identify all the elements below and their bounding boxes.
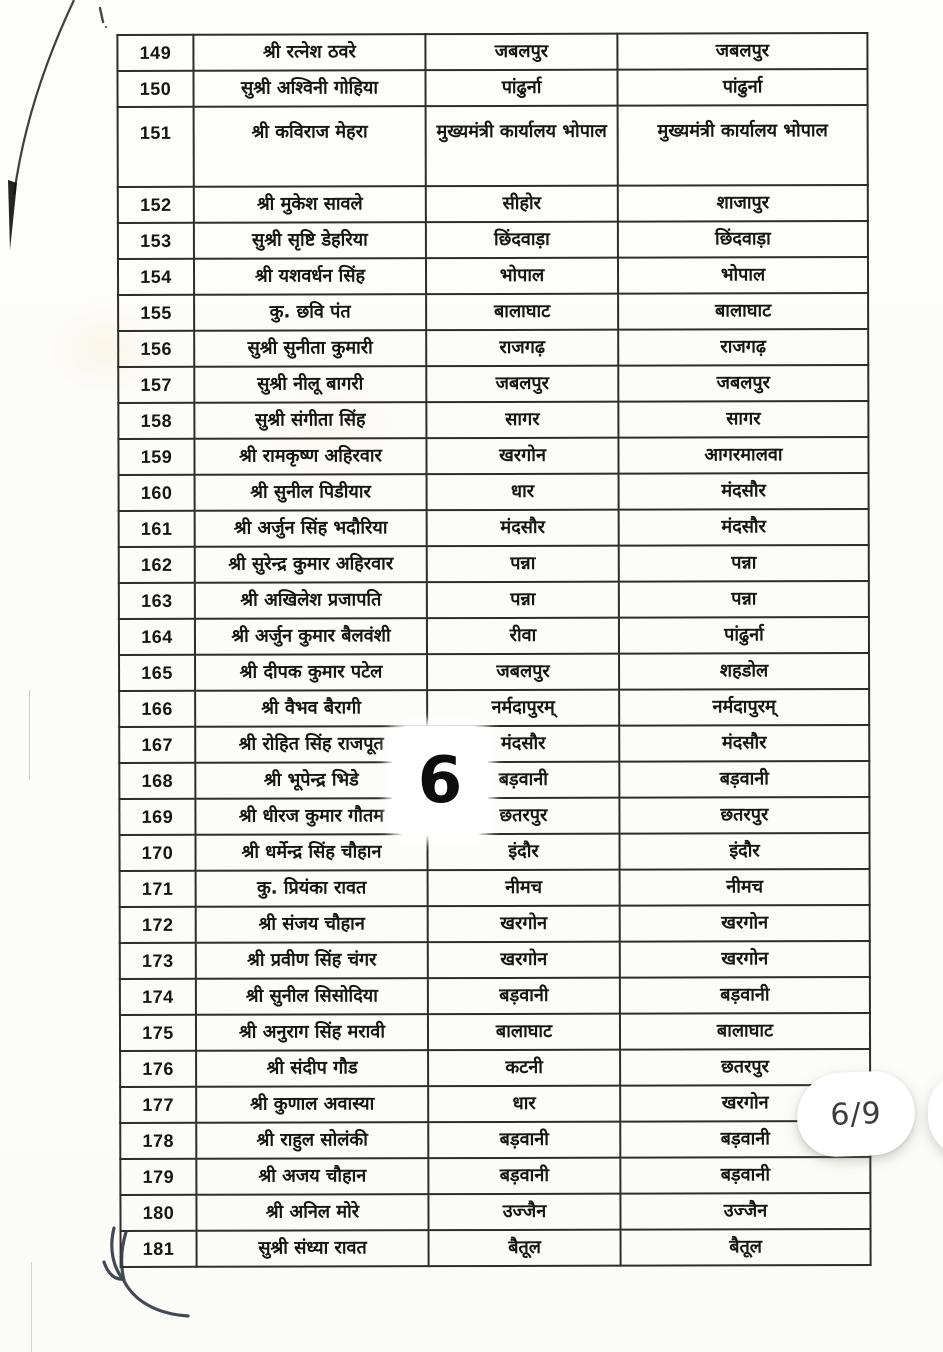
name-cell: सुश्री सृष्टि डेहरिया bbox=[194, 222, 426, 259]
district-cell-a: जबलपुर bbox=[426, 366, 618, 403]
district-cell-b: मुख्यमंत्री कार्यालय भोपाल bbox=[618, 105, 868, 186]
serial-number-cell: 168 bbox=[119, 763, 195, 799]
table-row bbox=[119, 725, 869, 763]
serial-number-cell: 169 bbox=[119, 799, 195, 835]
table-row bbox=[120, 1157, 870, 1195]
table-row bbox=[119, 617, 869, 655]
table-row bbox=[119, 797, 869, 835]
table-row bbox=[119, 689, 869, 727]
district-cell-a: बड़वानी bbox=[427, 762, 619, 799]
district-cell-b: बड़वानी bbox=[619, 761, 869, 798]
district-cell-a: पन्ना bbox=[427, 546, 619, 583]
serial-number-cell: 155 bbox=[118, 295, 194, 331]
district-cell-b: उज्जैन bbox=[620, 1193, 870, 1230]
big-page-number: 6 bbox=[417, 744, 463, 818]
name-cell: श्री यशवर्धन सिंह bbox=[194, 258, 426, 295]
district-cell-b: खरगोन bbox=[620, 941, 870, 978]
name-cell: सुश्री संगीता सिंह bbox=[194, 402, 426, 439]
district-cell-a: कटनी bbox=[428, 1050, 620, 1087]
district-cell-b: खरगोन bbox=[620, 1085, 870, 1122]
table-row bbox=[118, 185, 868, 223]
table-row bbox=[117, 33, 867, 71]
district-cell-b: नर्मदापुरम् bbox=[619, 689, 869, 726]
name-cell: श्री प्रवीण सिंह चंगर bbox=[196, 942, 428, 979]
serial-number-cell: 181 bbox=[121, 1231, 197, 1267]
district-cell-b: शहडोल bbox=[619, 653, 869, 690]
district-cell-b: मंदसौर bbox=[619, 725, 869, 762]
district-cell-a: बड़वानी bbox=[428, 1122, 620, 1159]
district-cell-a: जबलपुर bbox=[427, 654, 619, 691]
serial-number-cell: 151 bbox=[118, 107, 194, 187]
district-cell-b: बड़वानी bbox=[620, 1157, 870, 1194]
name-cell: श्री रामकृष्ण अहिरवार bbox=[194, 438, 426, 475]
table-row bbox=[118, 365, 868, 403]
district-cell-b: सागर bbox=[618, 401, 868, 438]
serial-number-cell: 154 bbox=[118, 259, 194, 295]
table-row bbox=[119, 545, 869, 583]
serial-number-cell: 176 bbox=[120, 1051, 196, 1087]
district-cell-b: पांढुर्ना bbox=[617, 69, 867, 106]
name-cell: श्री सुरेन्द्र कुमार अहिरवार bbox=[195, 546, 427, 583]
serial-number-cell: 159 bbox=[118, 439, 194, 475]
district-cell-b: इंदौर bbox=[619, 833, 869, 870]
name-cell: सुश्री नीलू बागरी bbox=[194, 366, 426, 403]
name-cell: कु. छवि पंत bbox=[194, 294, 426, 331]
district-cell-b: मंदसौर bbox=[619, 473, 869, 510]
table-row bbox=[120, 1193, 870, 1231]
serial-number-cell: 173 bbox=[120, 943, 196, 979]
name-cell: कु. प्रियंका रावत bbox=[196, 870, 428, 907]
serial-number-cell: 175 bbox=[120, 1015, 196, 1051]
table-row bbox=[119, 473, 869, 511]
page-indicator-badge[interactable] bbox=[796, 1070, 917, 1158]
table-row bbox=[118, 221, 868, 259]
district-cell-b: आगरमालवा bbox=[618, 437, 868, 474]
name-cell: सुश्री सुनीता कुमारी bbox=[194, 330, 426, 367]
district-cell-a: बालाघाट bbox=[426, 294, 618, 331]
district-cell-a: धार bbox=[428, 1086, 620, 1123]
district-cell-a: बड़वानी bbox=[428, 978, 620, 1015]
name-cell: सुश्री संध्या रावत bbox=[197, 1230, 429, 1267]
district-cell-b: जबलपुर bbox=[618, 365, 868, 402]
serial-number-cell: 166 bbox=[119, 691, 195, 727]
name-cell: श्री धीरज कुमार गौतम bbox=[195, 798, 427, 835]
table-row bbox=[120, 1085, 870, 1123]
name-cell: श्री सुनील सिसोदिया bbox=[196, 978, 428, 1015]
name-cell: श्री कुणाल अवास्या bbox=[196, 1086, 428, 1123]
serial-number-cell: 179 bbox=[120, 1159, 196, 1195]
district-cell-b: शाजापुर bbox=[618, 185, 868, 222]
district-cell-b: बालाघाट bbox=[618, 293, 868, 330]
serial-number-cell: 165 bbox=[119, 655, 195, 691]
table-row bbox=[119, 653, 869, 691]
name-cell: श्री अजय चौहान bbox=[196, 1158, 428, 1195]
district-cell-a: खरगोन bbox=[428, 906, 620, 943]
district-cell-a: छिंदवाड़ा bbox=[426, 222, 618, 259]
table-row bbox=[120, 869, 870, 907]
next-page-badge-partial[interactable] bbox=[927, 1071, 943, 1158]
serial-number-cell: 150 bbox=[117, 71, 193, 107]
table-row bbox=[119, 509, 869, 547]
district-cell-b: खरगोन bbox=[620, 905, 870, 942]
page-indicator-text: 6/9 bbox=[829, 1095, 883, 1133]
table-row bbox=[118, 437, 868, 475]
district-cell-a: बालाघाट bbox=[428, 1014, 620, 1051]
table-row bbox=[120, 1121, 870, 1159]
table-row bbox=[120, 941, 870, 979]
name-cell: श्री अर्जुन कुमार बैलवंशी bbox=[195, 618, 427, 655]
name-cell: श्री अखिलेश प्रजापति bbox=[195, 582, 427, 619]
district-cell-b: बैतूल bbox=[621, 1229, 871, 1266]
scan-edge-line bbox=[29, 690, 30, 780]
serial-number-cell: 160 bbox=[119, 475, 195, 511]
name-cell: श्री अनिल मोरे bbox=[196, 1194, 428, 1231]
district-cell-a: नीमच bbox=[428, 870, 620, 907]
district-cell-a: मंदसौर bbox=[427, 726, 619, 763]
scan-edge-line bbox=[31, 1262, 32, 1352]
name-cell: श्री संजय चौहान bbox=[196, 906, 428, 943]
serial-number-cell: 162 bbox=[119, 547, 195, 583]
table-row bbox=[118, 105, 868, 187]
district-cell-b: जबलपुर bbox=[617, 33, 867, 70]
serial-number-cell: 167 bbox=[119, 727, 195, 763]
district-cell-b: नीमच bbox=[620, 869, 870, 906]
table-row bbox=[120, 905, 870, 943]
serial-number-cell: 164 bbox=[119, 619, 195, 655]
serial-number-cell: 157 bbox=[118, 367, 194, 403]
name-cell: श्री मुकेश सावले bbox=[194, 186, 426, 223]
district-cell-b: पन्ना bbox=[619, 545, 869, 582]
district-cell-a: सीहोर bbox=[426, 186, 618, 223]
table-row bbox=[118, 293, 868, 331]
district-cell-a: छतरपुर bbox=[427, 798, 619, 835]
district-cell-a: इंदौर bbox=[427, 834, 619, 871]
district-cell-a: मंदसौर bbox=[427, 510, 619, 547]
serial-number-cell: 172 bbox=[120, 907, 196, 943]
serial-number-cell: 158 bbox=[118, 403, 194, 439]
serial-number-cell: 152 bbox=[118, 187, 194, 223]
name-cell: श्री भूपेन्द्र भिडे bbox=[195, 762, 427, 799]
table-row bbox=[119, 761, 869, 799]
district-cell-b: छतरपुर bbox=[619, 797, 869, 834]
table-row bbox=[118, 329, 868, 367]
district-cell-a: खरगोन bbox=[426, 438, 618, 475]
district-cell-a: रीवा bbox=[427, 618, 619, 655]
name-cell: श्री रत्नेश ठवरे bbox=[193, 34, 425, 71]
name-cell: सुश्री अश्विनी गोहिया bbox=[193, 70, 425, 107]
district-cell-a: उज्जैन bbox=[428, 1194, 620, 1231]
name-cell: श्री अर्जुन सिंह भदौरिया bbox=[195, 510, 427, 547]
serial-number-cell: 180 bbox=[120, 1195, 196, 1231]
table-row bbox=[119, 833, 869, 871]
name-cell: श्री अनुराग सिंह मरावी bbox=[196, 1014, 428, 1051]
district-cell-a: पन्ना bbox=[427, 582, 619, 619]
table-body bbox=[117, 33, 870, 1267]
district-cell-b: बालाघाट bbox=[620, 1013, 870, 1050]
district-cell-a: जबलपुर bbox=[425, 34, 617, 71]
district-cell-a: बड़वानी bbox=[428, 1158, 620, 1195]
table-row bbox=[120, 1049, 870, 1087]
name-cell: श्री धर्मेन्द्र सिंह चौहान bbox=[195, 834, 427, 871]
serial-number-cell: 161 bbox=[119, 511, 195, 547]
scan-edge-curve bbox=[0, 0, 130, 270]
serial-number-cell: 178 bbox=[120, 1123, 196, 1159]
serial-number-cell: 177 bbox=[120, 1087, 196, 1123]
district-cell-a: मुख्यमंत्री कार्यालय भोपाल bbox=[426, 106, 618, 187]
serial-number-cell: 156 bbox=[118, 331, 194, 367]
table-row bbox=[117, 69, 867, 107]
district-cell-b: पांढुर्ना bbox=[619, 617, 869, 654]
district-cell-a: नर्मदापुरम् bbox=[427, 690, 619, 727]
serial-number-cell: 163 bbox=[119, 583, 195, 619]
name-cell: श्री कविराज मेहरा bbox=[194, 106, 426, 187]
district-cell-a: बैतूल bbox=[429, 1230, 621, 1267]
table-row bbox=[120, 1013, 870, 1051]
district-cell-b: छतरपुर bbox=[620, 1049, 870, 1086]
serial-number-cell: 174 bbox=[120, 979, 196, 1015]
district-cell-a: खरगोन bbox=[428, 942, 620, 979]
district-cell-b: भोपाल bbox=[618, 257, 868, 294]
district-cell-a: पांढुर्ना bbox=[425, 70, 617, 107]
district-cell-b: बड़वानी bbox=[620, 1121, 870, 1158]
district-cell-b: राजगढ़ bbox=[618, 329, 868, 366]
name-cell: श्री सुनील पिडीयार bbox=[195, 474, 427, 511]
district-cell-a: धार bbox=[427, 474, 619, 511]
serial-number-cell: 170 bbox=[119, 835, 195, 871]
name-cell: श्री वैभव बैरागी bbox=[195, 690, 427, 727]
table-row bbox=[118, 257, 868, 295]
district-cell-b: बड़वानी bbox=[620, 977, 870, 1014]
serial-number-cell: 149 bbox=[117, 35, 193, 71]
district-cell-a: राजगढ़ bbox=[426, 330, 618, 367]
table-row bbox=[119, 581, 869, 619]
officers-table bbox=[116, 32, 871, 1268]
name-cell: श्री संदीप गौड bbox=[196, 1050, 428, 1087]
table-row bbox=[118, 401, 868, 439]
serial-number-cell: 171 bbox=[120, 871, 196, 907]
district-cell-b: छिंदवाड़ा bbox=[618, 221, 868, 258]
name-cell: श्री दीपक कुमार पटेल bbox=[195, 654, 427, 691]
name-cell: श्री राहुल सोलंकी bbox=[196, 1122, 428, 1159]
district-cell-a: सागर bbox=[426, 402, 618, 439]
page-number-overlay bbox=[392, 726, 488, 836]
district-cell-a: भोपाल bbox=[426, 258, 618, 295]
table-row bbox=[120, 977, 870, 1015]
table-row bbox=[121, 1229, 871, 1267]
district-cell-b: मंदसौर bbox=[619, 509, 869, 546]
district-cell-b: पन्ना bbox=[619, 581, 869, 618]
name-cell: श्री रोहित सिंह राजपूत bbox=[195, 726, 427, 763]
serial-number-cell: 153 bbox=[118, 223, 194, 259]
